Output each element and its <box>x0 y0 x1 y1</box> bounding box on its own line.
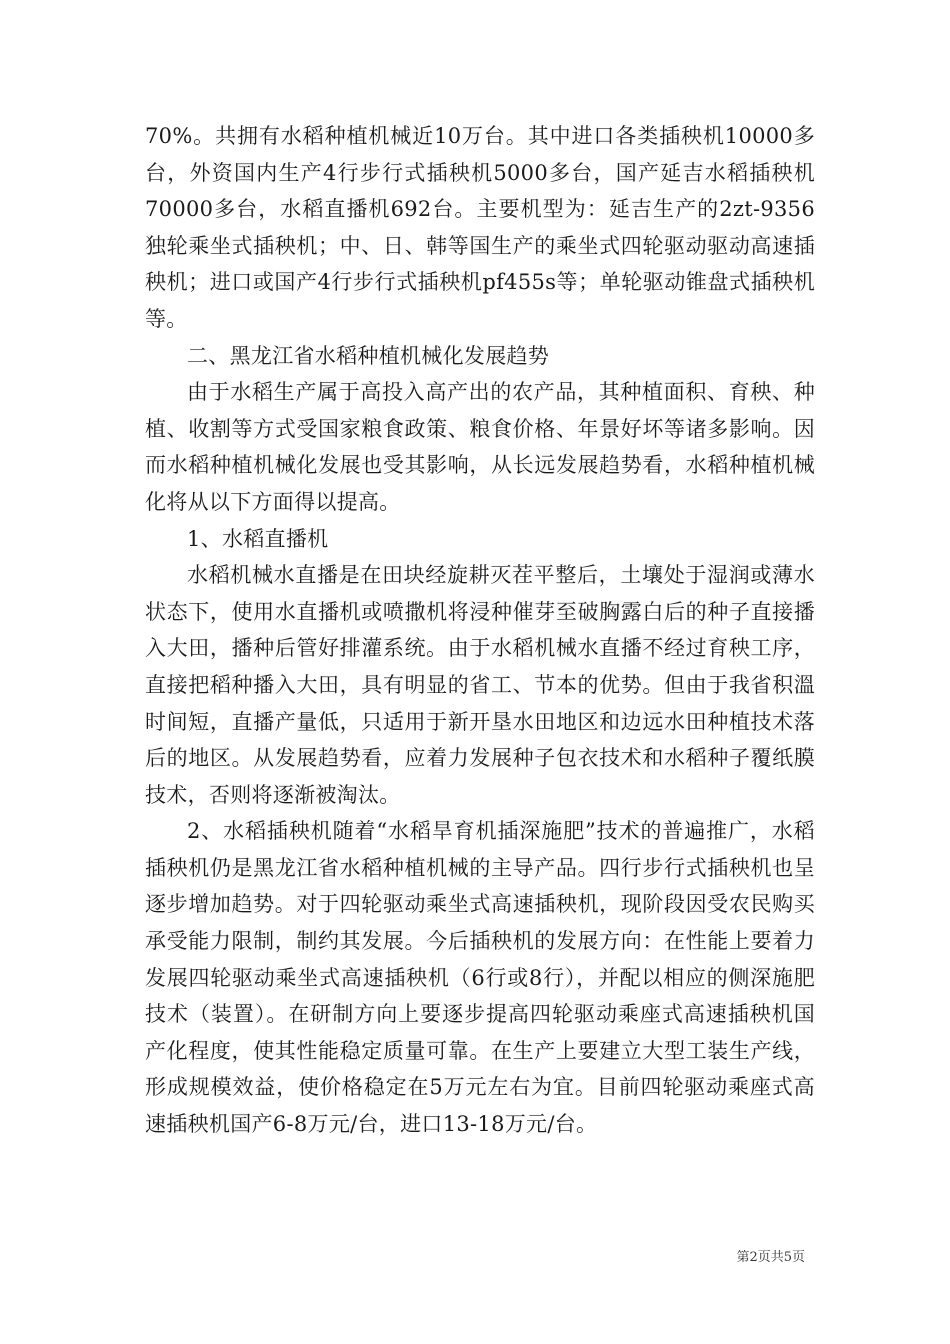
body-paragraph-3: 水稻机械水直播是在田块经旋耕灭茬平整后，土壤处于湿润或薄水状态下，使用水直播机或喷撒机将浸种催芽至破胸露白后的种子直接播入大田，播种后管好排灌系统。由于水稻机械水直播不经过育秧工序，直接把稻种播入大田，具有明显的省工、节本的优势。但由于我省积溫时间短，直播产量低，只适用于新开垦水田地区和边远水田种植技术落后的地区。从发展趋势看，应着力发展种子包衣技术和水稻种子覆纸膜技术，否则将逐渐被淘汰。 <box>145 563 815 807</box>
section-heading: 二、黑龙江省水稻种植机械化发展趋势 <box>187 343 550 368</box>
page-number: 第2页共5页 <box>736 1250 805 1265</box>
body-paragraph-4: 2、水稻插秧机随着“水稻旱育机插深施肥”技术的普遍推广，水稻插秧机仍是黑龙江省水稻种植机械的主导产品。四行步行式插秧机也呈逐步增加趋势。对于四轮驱动乘坐式高速插秧机，现阶段因受农民购买承受能力限制，制约其发展。今后插秧机的发展方向：在性能上要着力发展四轮驱动乘坐式高速插秧机（6行或8行），并配以相应的侧深施肥技术（装置）。在研制方向上要逐步提高四轮驱动乘座式高速插秧机国产化程度，使其性能稳定质量可靠。在生产上要建立大型工装生产线，形成规模效益，使价格稳定在5万元左右为宜。目前四轮驱动乘座式高速插秧机国产6-8万元/台，进口13-18万元/台。 <box>145 819 815 1137</box>
body-paragraph-2: 由于水稻生产属于高投入高产出的农产品，其种植面积、育秧、种植、收割等方式受国家粮食政策、粮食价格、年景好坏等诸多影响。因而水稻种植机械化发展也受其影响，从长远发展趋势看，水稻种植机械化将从以下方面得以提高。 <box>145 380 815 514</box>
subsection-heading-1: 1、水稻直播机 <box>187 526 329 551</box>
body-paragraph-1: 70%。共拥有水稻种植机械近10万台。其中进口各类插秧机10000多台，外资国内生产4行步行式插秧机5000多台，国产延吉水稻插秧机70000多台，水稻直播机692台。主要机型为：延吉生产的2zt-9356独轮乘坐式插秧机；中、日、韩等国生产的乘坐式四轮驱动驱动高速插秧机；进口或国产4行步行式插秧机pf455s等；单轮驱动锥盘式插秧机等。 <box>145 124 815 331</box>
document-body <box>145 118 815 1143</box>
